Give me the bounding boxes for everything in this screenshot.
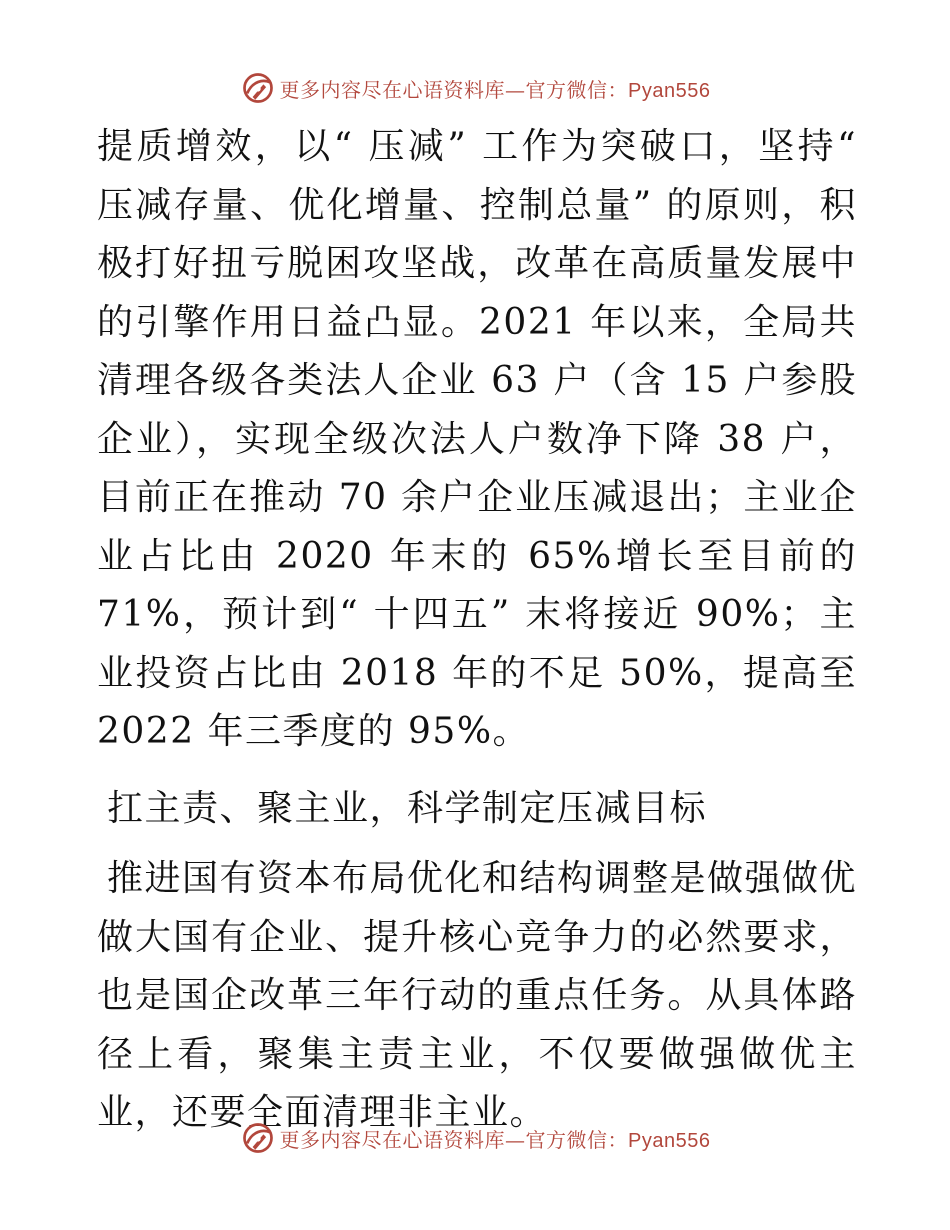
paragraph-2-text: 推进国有资本布局优化和结构调整是做强做优做大国有企业、提升核心竞争力的必然要求，也是国企改革三年行动的重点任务。从具体路径上看，聚集主责主业，不仅要做强做优主业，还要全面清理非主业。 bbox=[97, 858, 858, 1133]
footer-banner-text: 更多内容尽在心语资料库—官方微信： bbox=[279, 1127, 629, 1152]
red-swirl-logo-icon bbox=[240, 70, 276, 106]
paragraph-2 bbox=[97, 850, 857, 1143]
footer-banner bbox=[0, 1118, 950, 1158]
red-swirl-logo-icon bbox=[240, 1120, 276, 1156]
paragraph-1: 提质增效，以“ 压减” 工作为突破口，坚持“ 压减存量、优化增量、控制总量” 的原则，积极打好扭亏脱困攻坚战，改革在高质量发展中的引擎作用日益凸显。2021 年以来，全局共清理各级各类法人企业 63 户（含 15 户参股企业），实现全级次法人户数净下降 38 户，目前正在推动 70 余户企业压减退出；主业企业占比由 2020 年末的 65%增长至目前的 71%，预计到“ 十四五” 末将接近 90%；主业投资占比由 2018 年的不足 50%，提高至 2022 年三季度的 95%。 bbox=[97, 126, 857, 752]
header-banner bbox=[0, 68, 950, 108]
header-wechat-id: Pyan556 bbox=[628, 79, 711, 102]
document-body bbox=[97, 118, 857, 1143]
section-heading: 扛主责、聚主业，科学制定压减目标 bbox=[107, 787, 708, 829]
header-banner-text: 更多内容尽在心语资料库—官方微信： bbox=[279, 77, 629, 102]
footer-wechat-id: Pyan556 bbox=[628, 1129, 711, 1152]
